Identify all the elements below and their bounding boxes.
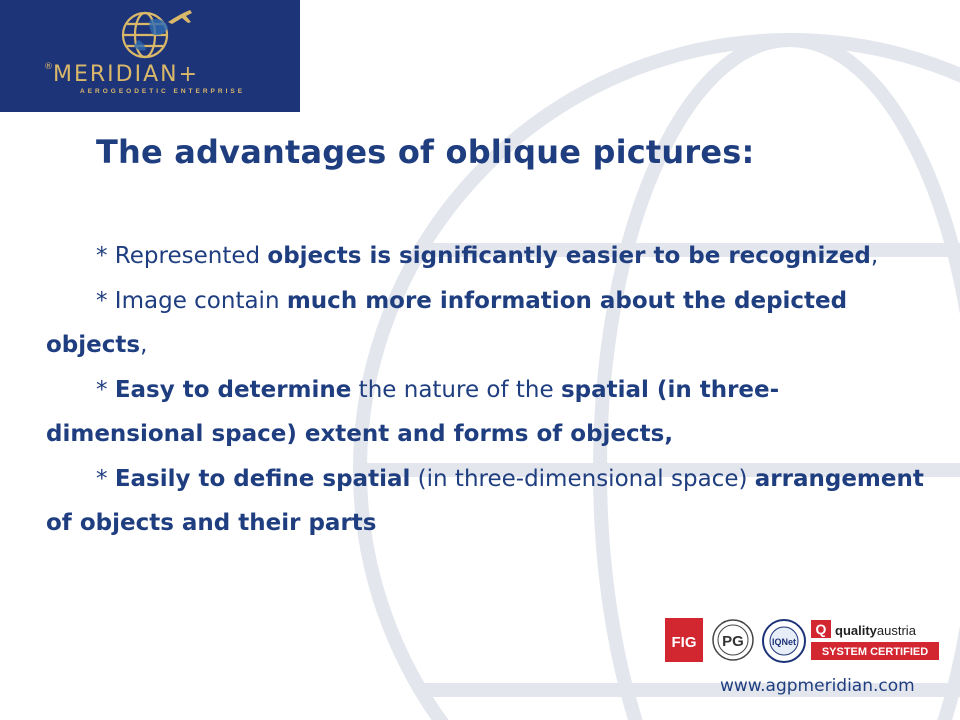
pg-certification-icon bbox=[709, 618, 757, 662]
website-link[interactable]: www.agpmeridian.com bbox=[720, 676, 915, 696]
bullet-item bbox=[46, 234, 926, 279]
system-certified-text: SYSTEM CERTIFIED bbox=[821, 646, 929, 658]
bullet-bold: much more information about the depicted objects bbox=[46, 287, 848, 358]
certification-badges bbox=[665, 618, 940, 664]
bullet-text: * Represented bbox=[96, 243, 268, 269]
wordmark-text: MERIDIAN+ bbox=[53, 62, 200, 87]
bullet-text: * Image contain bbox=[96, 287, 287, 314]
bullet-bold: Easy to determine bbox=[114, 376, 352, 403]
bullet-bold: spatial (in three-dimensional space) extent and forms of objects, bbox=[46, 376, 780, 447]
registered-mark: ® bbox=[44, 62, 53, 72]
iqnet-icon bbox=[761, 618, 807, 664]
globe-plane-icon bbox=[0, 0, 300, 112]
bullet-text: (in three-dimensional space) bbox=[410, 465, 755, 492]
company-logo bbox=[0, 0, 300, 112]
tagline: AEROGEODETIC ENTERPRISE bbox=[80, 88, 246, 95]
bullet-item bbox=[46, 279, 926, 368]
bullet-text: * bbox=[96, 465, 115, 492]
q-mark: Q bbox=[815, 621, 827, 637]
bullet-text: * bbox=[96, 376, 115, 403]
bullet-text: , bbox=[140, 332, 148, 358]
bullet-bold: arrangement of objects and their parts bbox=[46, 465, 924, 536]
bullet-text: the nature of the bbox=[351, 376, 561, 403]
bullet-list bbox=[46, 234, 926, 546]
quality-bold: quality bbox=[835, 623, 877, 638]
bullet-bold: objects is significantly easier to be recognized bbox=[267, 243, 871, 269]
quality-austria-logo bbox=[811, 618, 939, 664]
fig-logo bbox=[665, 618, 703, 662]
svg-text:qualityaustria bbox=[835, 623, 917, 638]
bullet-item bbox=[46, 457, 926, 546]
fig-text: FIG bbox=[671, 634, 697, 651]
bullet-text: , bbox=[870, 243, 879, 269]
quality-rest: austria bbox=[876, 623, 916, 638]
wordmark bbox=[44, 62, 294, 87]
pg-text: PG bbox=[722, 633, 744, 650]
iqnet-text: IQNet bbox=[771, 637, 797, 647]
bullet-item bbox=[46, 368, 926, 457]
slide-title: The advantages of oblique pictures: bbox=[96, 133, 755, 171]
bullet-bold: Easily to define spatial bbox=[114, 465, 411, 492]
